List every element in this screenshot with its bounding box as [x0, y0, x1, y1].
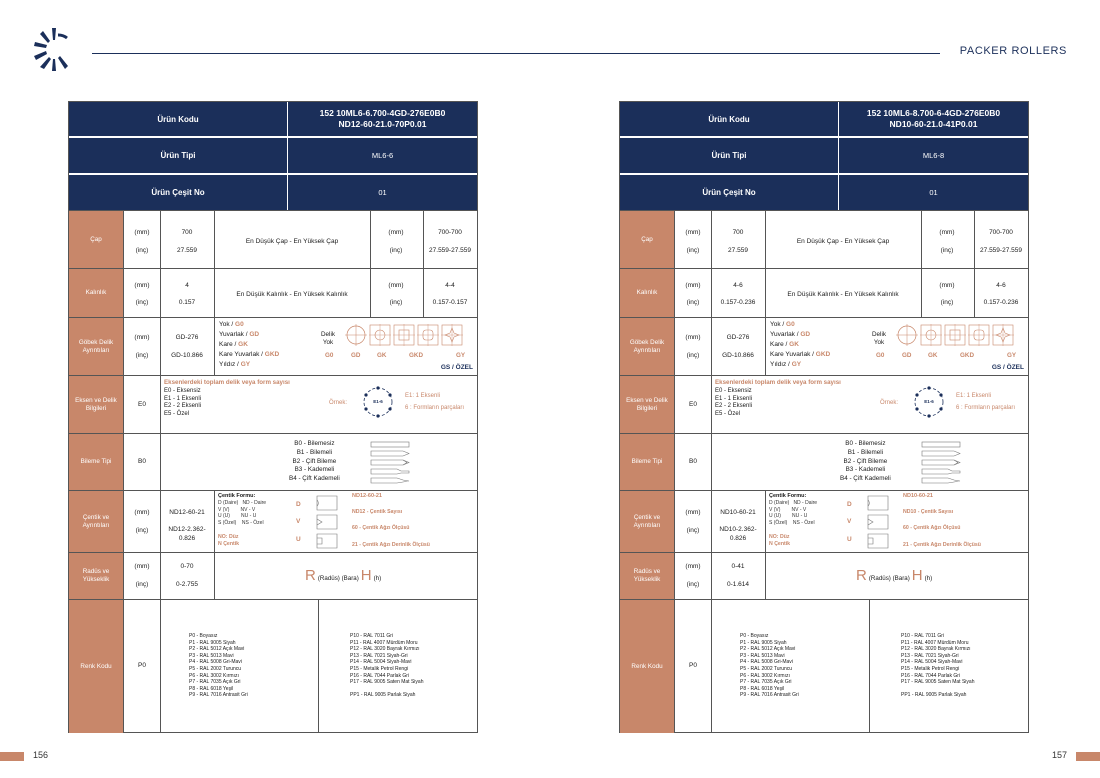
- product-variant-row: [620, 175, 1028, 210]
- hub-shape-icons: [345, 324, 463, 346]
- notch-letter-u: U: [847, 536, 852, 543]
- unit-mm: (mm): [685, 509, 701, 516]
- axis-hole-options: E0 - Eksensiz E1 - 1 Eksenli E2 - 2 Eksenli E5 - Özel: [715, 388, 753, 417]
- axis-hole-value: E0: [689, 401, 697, 408]
- cell-divider: [123, 553, 124, 599]
- unit-mm: (mm): [134, 282, 150, 289]
- hub-no-hole-caption: Delik Yok: [321, 331, 335, 346]
- product-variant-label: Ürün Çeşit No: [620, 175, 839, 210]
- unit-mm: (mm): [134, 229, 150, 236]
- diameter-inch: 27.559: [728, 247, 748, 254]
- hub-option-star: Yıldız / GY: [770, 361, 802, 368]
- radius-inch: 0-2.755: [175, 581, 199, 588]
- range-unit-mm: (mm): [939, 282, 955, 289]
- unit-inch: (inç): [686, 247, 700, 254]
- height-caption: (h): [924, 575, 933, 582]
- hub-round-hole-icon: [369, 324, 391, 346]
- cell-divider: [160, 269, 161, 317]
- product-variant-value: 01: [929, 188, 938, 197]
- radius-label: Radüs ve Yükseklik: [620, 553, 674, 599]
- unit-mm: (mm): [685, 334, 701, 341]
- radius-mm: 0-41: [731, 563, 745, 570]
- hub-star-hole-icon: [441, 324, 463, 346]
- product-type-row: [69, 138, 477, 174]
- unit-inch: (inç): [135, 581, 149, 588]
- diameter-range-mm: 700-700: [438, 229, 462, 236]
- radius-caption: (Radüs) (Bara): [868, 575, 910, 582]
- product-variant-row: [69, 175, 477, 210]
- radius-row: [69, 552, 477, 599]
- product-type-value: ML6-8: [922, 151, 945, 160]
- sharpening-label: Bileme Tipi: [69, 434, 123, 490]
- cell-divider: [674, 553, 675, 599]
- range-unit-mm: (mm): [939, 229, 955, 236]
- hub-code-gkd: GKD: [960, 352, 974, 359]
- product-variant-label: Ürün Çeşit No: [69, 175, 288, 210]
- diameter-label: Çap: [69, 211, 123, 268]
- diameter-range-inch: 27.559-27.559: [980, 247, 1022, 254]
- notch-key-depth: 21 - Çentik Ağzı Derinlik Ölçüsü: [903, 542, 981, 548]
- sharpening-options: B0 - Bilemesiz B1 - Bilemeli B2 - Çift Bileme B3 - Kademeli B4 - Çift Kademeli: [289, 440, 340, 483]
- hub-crosshair-icon: [896, 324, 918, 346]
- thickness-mm: 4-6: [733, 282, 743, 289]
- cell-divider: [160, 600, 161, 733]
- product-code-line1: 152 10ML6-8.700-6-4GD-276E0B0: [866, 108, 1001, 118]
- unit-inch: (inç): [686, 527, 700, 534]
- cell-divider: [869, 600, 870, 733]
- cell-divider: [123, 211, 124, 268]
- axis-example-note1: E1: 1 Eksenli: [956, 393, 992, 399]
- hub-square-round-hole-icon: [417, 324, 439, 346]
- notch-key-count: ND10 - Çentik Sayısı: [903, 509, 954, 515]
- unit-inch: (inç): [135, 299, 149, 306]
- thickness-inch: 0.157: [178, 299, 196, 306]
- axis-hole-label: Eksen ve Delik Bilgileri: [69, 376, 123, 433]
- axis-hole-value: E0: [138, 401, 146, 408]
- brand-logo-icon: [34, 26, 74, 72]
- notch-inch: ND10-2.362- 0.826: [719, 526, 757, 542]
- axis-example-note2: 6 : Formların parçaları: [956, 405, 1016, 411]
- notch-form-title: Çentik Formu:: [218, 493, 256, 499]
- cell-divider: [160, 434, 161, 490]
- cell-divider: [711, 269, 712, 317]
- hub-shape-icons: [896, 324, 1014, 346]
- diameter-range-mm: 700-700: [989, 229, 1013, 236]
- sharpening-label: Bileme Tipi: [620, 434, 674, 490]
- cell-divider: [214, 269, 215, 317]
- axis-example-note2: 6 : Formların parçaları: [405, 405, 465, 411]
- range-unit-inch: (inç): [389, 247, 403, 254]
- cell-divider: [674, 376, 675, 433]
- notch-code: ND10-60-21: [903, 493, 933, 499]
- cell-divider: [214, 211, 215, 268]
- page-tab-right: [1076, 752, 1100, 761]
- diameter-range-label: En Düşük Çap - En Yüksek Çap: [796, 238, 890, 245]
- cell-divider: [370, 269, 371, 317]
- color-code-value: P0: [138, 662, 146, 669]
- hub-code-gkd: GKD: [409, 352, 423, 359]
- page-number-right: 157: [1051, 750, 1067, 760]
- cell-divider: [921, 269, 922, 317]
- hub-option-round: Yuvarlak / GD: [770, 331, 811, 338]
- hub-option-square: Kare / GK: [219, 341, 248, 348]
- height-caption: (h): [373, 575, 382, 582]
- diameter-row: [620, 210, 1028, 268]
- thickness-mm: 4: [185, 282, 189, 289]
- notch-key-depth: 21 - Çentik Ağzı Derinlik Ölçüsü: [352, 542, 430, 548]
- hub-code-gd: GD: [902, 352, 912, 359]
- hub-option-star: Yıldız / GY: [219, 361, 251, 368]
- unit-mm: (mm): [134, 334, 150, 341]
- notch-letter-v: V: [847, 518, 852, 525]
- color-code-value: P0: [689, 662, 697, 669]
- range-unit-inch: (inç): [940, 299, 954, 306]
- hub-hole-row: [620, 317, 1028, 375]
- cell-divider: [160, 318, 161, 375]
- example-label: Örnek:: [880, 400, 899, 406]
- notch-letter-u: U: [296, 536, 301, 543]
- radius-inch: 0-1.614: [726, 581, 750, 588]
- hub-option-square: Kare / GK: [770, 341, 799, 348]
- cell-divider: [123, 434, 124, 490]
- cell-divider: [160, 553, 161, 599]
- thickness-range-inch: 0.157-0.157: [432, 299, 468, 306]
- range-unit-mm: (mm): [388, 229, 404, 236]
- cell-divider: [765, 318, 766, 375]
- thickness-label: Kalınlık: [620, 269, 674, 317]
- header-rule: [92, 53, 940, 54]
- thickness-range-label: En Düşük Kalınlık - En Yüksek Kalınlık: [236, 291, 348, 298]
- product-type-row: [620, 138, 1028, 174]
- cell-divider: [674, 269, 675, 317]
- cell-divider: [123, 600, 124, 733]
- diameter-mm: 700: [732, 229, 744, 236]
- color-code-label: Renk Kodu: [620, 600, 674, 733]
- notch-shapes-icon: [313, 494, 341, 550]
- notch-flat-legend: NO: Düz N Çentik: [769, 534, 791, 547]
- diameter-range-inch: 27.559-27.559: [429, 247, 471, 254]
- cell-divider: [214, 318, 215, 375]
- notch-key-count: ND12 - Çentik Sayısı: [352, 509, 403, 515]
- axis-hole-options: E0 - Eksensiz E1 - 1 Eksenli E2 - 2 Eksenli E5 - Özel: [164, 388, 202, 417]
- blade-profiles-icon: [920, 440, 964, 484]
- spec-sheet-left: [68, 101, 478, 733]
- cell-divider: [711, 491, 712, 552]
- diameter-row: [69, 210, 477, 268]
- cell-divider: [674, 318, 675, 375]
- axis-hole-title: Eksenlerdeki toplam delik veya form sayısı: [715, 379, 841, 386]
- notch-form-title: Çentik Formu:: [769, 493, 807, 499]
- notch-mm: ND12-60-21: [169, 509, 205, 516]
- hub-option-square-round: Kare Yuvarlak / GKD: [770, 351, 831, 358]
- notch-key-width: 60 - Çentik Ağzı Ölçüsü: [903, 525, 961, 531]
- cell-divider: [123, 376, 124, 433]
- notch-flat-legend: NO: Düz N Çentik: [218, 534, 240, 547]
- height-letter: H: [360, 567, 372, 584]
- sharpening-row: [69, 433, 477, 490]
- product-code-value: [839, 102, 1028, 136]
- hub-hole-mm: GD-276: [726, 334, 750, 341]
- product-code-label: Ürün Kodu: [620, 102, 839, 136]
- unit-inch: (inç): [135, 527, 149, 534]
- radius-height-legend: [856, 567, 932, 584]
- cell-divider: [674, 211, 675, 268]
- hub-code-gd: GD: [351, 352, 361, 359]
- sharpening-value: B0: [138, 458, 146, 465]
- page-tab-left: [0, 752, 24, 761]
- hub-hole-row: [69, 317, 477, 375]
- cell-divider: [765, 491, 766, 552]
- color-code-label: Renk Kodu: [69, 600, 123, 733]
- cell-divider: [711, 318, 712, 375]
- cell-divider: [123, 318, 124, 375]
- hub-special-code: GS / ÖZEL: [440, 364, 473, 371]
- hub-square-hole-icon: [944, 324, 966, 346]
- cell-divider: [921, 211, 922, 268]
- hub-option-none: Yok / G0: [770, 321, 795, 328]
- cell-divider: [711, 211, 712, 268]
- diameter-label: Çap: [620, 211, 674, 268]
- axis-example-note1: E1: 1 Eksenli: [405, 393, 441, 399]
- radius-caption: (Radüs) (Bara): [317, 575, 359, 582]
- range-unit-inch: (inç): [940, 247, 954, 254]
- color-code-row: [620, 599, 1028, 733]
- radius-letter: R: [305, 567, 316, 584]
- height-letter: H: [911, 567, 923, 584]
- thickness-range-label: En Düşük Kalınlık - En Yüksek Kalınlık: [787, 291, 899, 298]
- product-code-line2: ND10-60-21.0-41P0.01: [889, 119, 978, 129]
- color-code-row: [69, 599, 477, 733]
- example-label: Örnek:: [329, 400, 348, 406]
- notch-row: [620, 490, 1028, 552]
- product-code-row: [620, 102, 1028, 137]
- cell-divider: [765, 211, 766, 268]
- axis-hole-title: Eksenlerdeki toplam delik veya form sayısı: [164, 379, 290, 386]
- notch-row: [69, 490, 477, 552]
- hub-code-g0: G0: [876, 352, 885, 359]
- sharpening-value: B0: [689, 458, 697, 465]
- unit-inch: (inç): [135, 352, 149, 359]
- color-list-1: P0 - Boyasız P1 - RAL 9005 Siyah P2 - RAL 5012 Açık Mavi P3 - RAL 5013 Mavi P4 - RAL 5008 Gri-Mavi P5 - RAL 2002 Turuncu P6 - RAL 3002 Kırmızı P7 - RAL 7035 Açık Gri P8 - RAL 6018 Yeşil P9 - RAL 7016 Antrasit Gri: [189, 633, 248, 699]
- notch-form-list: D (Daire) ND - Daire V (V) NV - V U (U) NU - U S (Özel) NS - Özel: [769, 500, 818, 526]
- notch-label: Çentik ve Ayrıntıları: [620, 491, 674, 552]
- notch-code: ND12-60-21: [352, 493, 382, 499]
- unit-inch: (inç): [135, 247, 149, 254]
- notch-letter-d: D: [847, 501, 852, 508]
- thickness-row: [69, 268, 477, 317]
- cell-divider: [123, 269, 124, 317]
- hub-hole-inch: GD-10.866: [722, 352, 754, 359]
- cell-divider: [765, 269, 766, 317]
- cell-divider: [214, 491, 215, 552]
- hub-option-none: Yok / G0: [219, 321, 244, 328]
- color-list-2: P10 - RAL 7011 Gri P11 - RAL 4007 Mürdüm Moru P12 - RAL 3020 Bayrak Kırmızı P13 - RAL 7021 Siyah-Gri P14 - RAL 5004 Siyah-Mavi P15 - Metalik Petrol Rengi P16 - RAL 7044 Parlak Gri P17 - RAL 9005 Saten Mat Siyah PP1 - RAL 9005 Parlak Siyah: [901, 633, 975, 699]
- radius-label: Radüs ve Yükseklik: [69, 553, 123, 599]
- color-list-1: P0 - Boyasız P1 - RAL 9005 Siyah P2 - RAL 5012 Açık Mavi P3 - RAL 5013 Mavi P4 - RAL 5008 Gri-Mavi P5 - RAL 2002 Turuncu P6 - RAL 3002 Kırmızı P7 - RAL 7035 Açık Gri P8 - RAL 6018 Yeşil P9 - RAL 7016 Antrasit Gri: [740, 633, 799, 699]
- cell-divider: [711, 376, 712, 433]
- hub-hole-label: Göbek Delik Ayrıntıları: [620, 318, 674, 375]
- range-unit-inch: (inç): [389, 299, 403, 306]
- cell-divider: [711, 434, 712, 490]
- hub-code-gk: GK: [377, 352, 387, 359]
- hub-code-gy: GY: [1007, 352, 1017, 359]
- product-type-label: Ürün Tipi: [69, 138, 288, 173]
- radius-row: [620, 552, 1028, 599]
- cell-divider: [160, 211, 161, 268]
- sharpening-row: [620, 433, 1028, 490]
- notch-form-list: D (Daire) ND - Daire V (V) NV - V U (U) NU - U S (Özel) NS - Özel: [218, 500, 267, 526]
- thickness-range-mm: 4-6: [996, 282, 1006, 289]
- unit-mm: (mm): [685, 282, 701, 289]
- product-code-line1: 152 10ML6-6.700-4GD-276E0B0: [319, 108, 446, 118]
- product-type-label: Ürün Tipi: [620, 138, 839, 173]
- axis-hole-row: [620, 375, 1028, 433]
- spec-sheet-right: [619, 101, 1029, 733]
- unit-inch: (inç): [686, 352, 700, 359]
- unit-inch: (inç): [686, 581, 700, 588]
- cell-divider: [123, 491, 124, 552]
- cell-divider: [674, 491, 675, 552]
- thickness-row: [620, 268, 1028, 317]
- cell-divider: [318, 600, 319, 733]
- diameter-inch: 27.559: [177, 247, 197, 254]
- cell-divider: [370, 211, 371, 268]
- notch-key-width: 60 - Çentik Ağzı Ölçüsü: [352, 525, 410, 531]
- unit-mm: (mm): [134, 563, 150, 570]
- diameter-range-label: En Düşük Çap - En Yüksek Çap: [245, 238, 339, 245]
- notch-letter-v: V: [296, 518, 301, 525]
- hub-square-round-hole-icon: [968, 324, 990, 346]
- thickness-range-inch: 0.157-0.236: [983, 299, 1019, 306]
- thickness-label: Kalınlık: [69, 269, 123, 317]
- cell-divider: [214, 553, 215, 599]
- cell-divider: [711, 600, 712, 733]
- hub-hole-inch: GD-10.866: [171, 352, 203, 359]
- diameter-mm: 700: [181, 229, 193, 236]
- page-number-left: 156: [33, 750, 49, 760]
- thickness-range-mm: 4-4: [445, 282, 455, 289]
- product-code-value: [288, 102, 477, 136]
- cell-divider: [423, 211, 424, 268]
- cell-divider: [974, 211, 975, 268]
- cell-divider: [160, 491, 161, 552]
- hub-square-hole-icon: [393, 324, 415, 346]
- unit-mm: (mm): [134, 509, 150, 516]
- hub-option-square-round: Kare Yuvarlak / GKD: [219, 351, 280, 358]
- cell-divider: [674, 434, 675, 490]
- notch-shapes-icon: [864, 494, 892, 550]
- cell-divider: [423, 269, 424, 317]
- unit-mm: (mm): [685, 229, 701, 236]
- hub-option-round: Yuvarlak / GD: [219, 331, 260, 338]
- product-code-row: [69, 102, 477, 137]
- radius-height-legend: [305, 567, 381, 584]
- unit-inch: (inç): [686, 299, 700, 306]
- axis-example-badge: E1-6: [924, 399, 934, 404]
- notch-label: Çentik ve Ayrıntıları: [69, 491, 123, 552]
- product-type-value: ML6-6: [371, 151, 394, 160]
- unit-mm: (mm): [685, 563, 701, 570]
- range-unit-mm: (mm): [388, 282, 404, 289]
- hub-crosshair-icon: [345, 324, 367, 346]
- thickness-inch: 0.157-0.236: [720, 299, 756, 306]
- cell-divider: [711, 553, 712, 599]
- hub-hole-mm: GD-276: [175, 334, 199, 341]
- hub-code-gy: GY: [456, 352, 466, 359]
- cell-divider: [765, 553, 766, 599]
- product-variant-value: 01: [378, 188, 387, 197]
- axis-example-badge: E1-6: [373, 399, 383, 404]
- axis-hole-row: [69, 375, 477, 433]
- hub-code-g0: G0: [325, 352, 334, 359]
- hub-code-gk: GK: [928, 352, 938, 359]
- hub-star-hole-icon: [992, 324, 1014, 346]
- cell-divider: [674, 600, 675, 733]
- notch-inch: ND12-2.362- 0.826: [168, 526, 206, 542]
- notch-mm: ND10-60-21: [720, 509, 756, 516]
- hub-round-hole-icon: [920, 324, 942, 346]
- hub-special-code: GS / ÖZEL: [991, 364, 1024, 371]
- axis-hole-label: Eksen ve Delik Bilgileri: [620, 376, 674, 433]
- cell-divider: [160, 376, 161, 433]
- cell-divider: [974, 269, 975, 317]
- radius-letter: R: [856, 567, 867, 584]
- color-list-2: P10 - RAL 7011 Gri P11 - RAL 4007 Mürdüm Moru P12 - RAL 3020 Bayrak Kırmızı P13 - RAL 7021 Siyah-Gri P14 - RAL 5004 Siyah-Mavi P15 - Metalik Petrol Rengi P16 - RAL 7044 Parlak Gri P17 - RAL 9005 Saten Mat Siyah PP1 - RAL 9005 Parlak Siyah: [350, 633, 424, 699]
- radius-mm: 0-70: [180, 563, 194, 570]
- product-code-line2: ND12-60-21.0-70P0.01: [338, 119, 427, 129]
- product-code-label: Ürün Kodu: [69, 102, 288, 136]
- header-title: PACKER ROLLERS: [959, 45, 1067, 57]
- hub-hole-label: Göbek Delik Ayrıntıları: [69, 318, 123, 375]
- sharpening-options: B0 - Bilemesiz B1 - Bilemeli B2 - Çift Bileme B3 - Kademeli B4 - Çift Kademeli: [840, 440, 891, 483]
- notch-letter-d: D: [296, 501, 301, 508]
- hub-no-hole-caption: Delik Yok: [872, 331, 886, 346]
- blade-profiles-icon: [369, 440, 413, 484]
